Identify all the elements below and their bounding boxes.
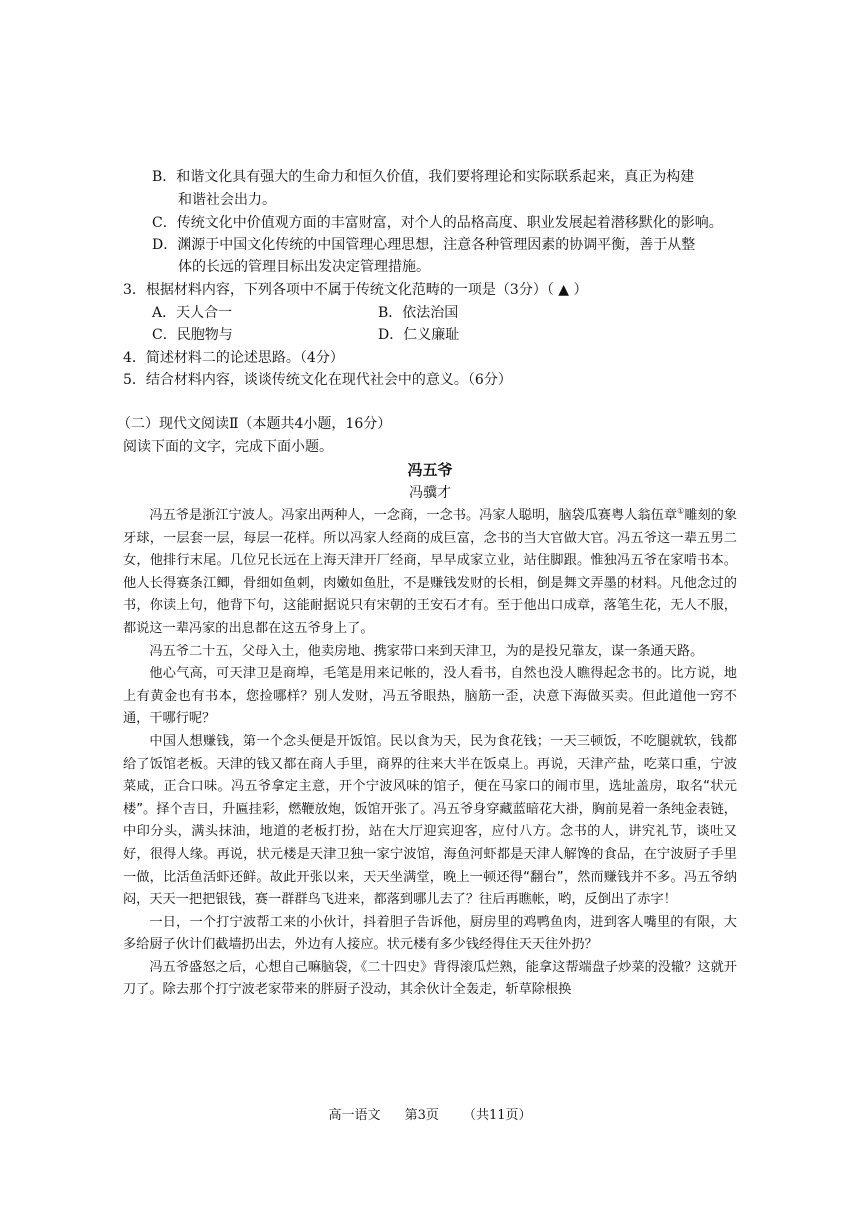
option-2d-line1: D．渊源于中国文化传统的中国管理心理思想，注意各种管理因素的协调平衡，善于从整 [152,237,696,253]
section-instruction: 阅读下面的文字，完成下面小题。 [123,439,333,455]
option-3b: B．依法治国 [378,305,459,321]
option-2c: C．传统文化中价值观方面的丰富财富，对个人的品格高度、职业发展起着潜移默化的影响。 [152,215,723,231]
question-4: 4．简述材料二的论述思路。（4分） [123,350,344,366]
option-3a: A．天人合一 [152,305,233,321]
paragraph-1: 冯五爷是浙江宁波人。冯家出两种人，一念商，一念书。冯家人聪明，脑袋瓜赛粤人翁伍章①雕刻的象牙球，一层套一层，每层一花样。所以冯家人经商的成巨富，念书的当大官做大官。冯五爷这一辈五男二女，他排行末尾。几位兄长远在上海天津开厂经商，早早成家立业，站住脚跟。惟独冯五爷在家啃书本。他人长得赛条江鲫，骨细如鱼刺，肉嫩如鱼肚，不是赚钱发财的长相，倒是舞文弄墨的材料。凡他念过的书，你读上句，他背下句，这能耐据说只有宋朝的王安石才有。至于他出口成章，落笔生花，无人不服，都说这一辈冯家的出息都在这五爷身上了。 [123,506,738,636]
paragraph-3: 他心气高，可天津卫是商埠，毛笔是用来记帐的，没人看书，自然也没人瞧得起念书的。比方说，地上有黄金也有书本，您捡哪样？别人发财，冯五爷眼热，脑筋一歪，决意下海做买卖。但此道他一窍不通，干哪行呢？ [123,666,737,727]
option-2b-line1: B．和谐文化具有强大的生命力和恒久价值，我们要将理论和实际联系起来，真正为构建 [152,169,695,185]
article-title: 冯五爷 [407,461,453,479]
paragraph-6: 冯五爷盛怒之后，心想自己嘛脑袋，《二十四史》背得滚瓜烂熟，能拿这帮端盘子炒菜的没辙？这就开刀了。除去那个打宁波老家带来的胖厨子没动，其余伙计全轰走，斩草除根换 [123,959,737,998]
footer-total: （共11页） [463,1108,532,1123]
footer-subject: 高一语文 [328,1108,381,1123]
page-footer [0,1104,860,1123]
article-body [123,505,737,1002]
option-2d-line2: 体的长远的管理目标出发决定管理措施。 [178,259,430,275]
option-2b-line2: 和谐社会出力。 [178,192,276,208]
paragraph-2: 冯五爷二十五，父母入土，他卖房地、携家带口来到天津卫，为的是投兄靠友，谋一条通天路。 [149,643,704,659]
article-author: 冯骥才 [409,485,451,501]
question-3-stem: 3．根据材料内容，下列各项中不属于传统文化范畴的一项是（3分）（ ▲ ） [123,282,588,298]
section-heading: （二）现代文阅读Ⅱ（本题共4小题，16分） [117,416,392,432]
option-3d: D．仁义廉耻 [378,327,460,343]
option-3c: C．民胞物与 [152,327,233,343]
question-5: 5．结合材料内容，谈谈传统文化在现代社会中的意义。（6分） [123,372,512,388]
footnote-marker: ① [677,506,685,516]
paragraph-5: 一日，一个打宁波帮工来的小伙计，抖着胆子告诉他，厨房里的鸡鸭鱼肉，进到客人嘴里的有限，大多给厨子伙计们截墙扔出去，外边有人接应。状元楼有多少钱经得住天天往外扔？ [123,914,737,953]
footer-page: 第3页 [404,1108,439,1123]
paragraph-4: 中国人想赚钱，第一个念头便是开饭馆。民以食为天，民为食花钱；一天三顿饭，不吃腿就软，钱都给了饭馆老板。天津的钱又都在商人手里，商界的往来大半在饭桌上。再说，天津产盐，吃菜口重，宁波菜咸，正合口味。冯五爷拿定主意，开个宁波风味的馆子，便在马家口的闹市里，选址盖房，取名“状元楼”。择个吉日，升匾挂彩，燃鞭放炮，饭馆开张了。冯五爷身穿藏蓝暗花大褂，胸前晃着一条纯金表链，中印分头，满头抹油，地道的老板打扮，站在大厅迎宾迎客，应付八方。念书的人，讲究礼节，谈吐又好，很得人缘。再说，状元楼是天津卫独一家宁波馆，海鱼河虾都是天津人解馋的食品，在宁波厨子手里一做，比活鱼活虾还鲜。故此开张以来，天天坐满堂，晚上一顿还得“翻台”，然而赚钱并不多。冯五爷纳闷，天天一把把银钱，赛一群群鸟飞进来，都落到哪儿去了？往后再瞧帐，哟，反倒出了赤字！ [123,733,737,908]
